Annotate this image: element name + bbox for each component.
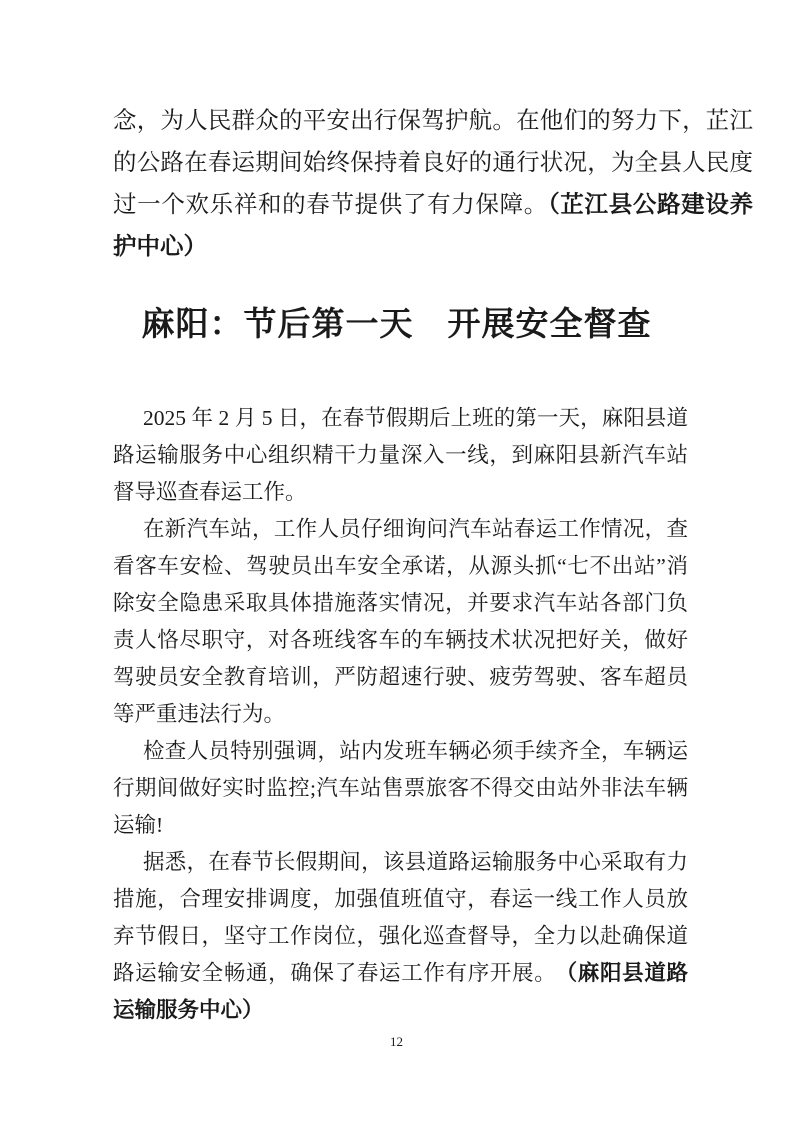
article-paragraph-4-text: 据悉，在春节长假期间，该县道路运输服务中心采取有力措施，合理安排调度，加强值班值守，春运一线工作人员放弃节假日，坚守工作岗位，强化巡查督导，全力以赴确保道路运输安全畅通，确保了春运工作有序开展。: [113, 850, 688, 985]
article-paragraph-1: 2025 年 2 月 5 日，在春节假期后上班的第一天，麻阳县道路运输服务中心组织精干力量深入一线，到麻阳县新汽车站督导巡查春运工作。: [113, 406, 688, 504]
article-signature: （麻阳县道路运输服务中心）: [113, 961, 688, 1022]
article-paragraph-3: 检查人员特别强调，站内发班车辆必须手续齐全，车辆运行期间做好实时监控;汽车站售票旅客不得交由站外非法车辆运输!: [113, 739, 688, 837]
previous-article-continuation: [113, 100, 753, 268]
previous-article-text: 念，为人民群众的平安出行保驾护航。在他们的努力下，芷江的公路在春运期间始终保持着良好的通行状况，为全县人民度过一个欢乐祥和的春节提供了有力保障。: [113, 108, 753, 218]
article-paragraph-2: 在新汽车站，工作人员仔细询问汽车站春运工作情况，查看客车安检、驾驶员出车安全承诺，从源头抓“七不出站”消除安全隐患采取具体措施落实情况，并要求汽车站各部门负责人恪尽职守，对各班线客车的车辆技术状况把好关，做好驾驶员安全教育培训，严防超速行驶、疲劳驾驶、客车超员等严重违法行为。: [113, 517, 688, 726]
article-body: [113, 400, 688, 1029]
previous-article-signature: （芷江县公路建设养护中心）: [113, 192, 754, 260]
page-number: 12: [390, 1034, 403, 1049]
article-title: 麻阳：节后第一天 开展安全督查: [141, 307, 652, 343]
article-paragraph-4: [113, 844, 688, 1029]
